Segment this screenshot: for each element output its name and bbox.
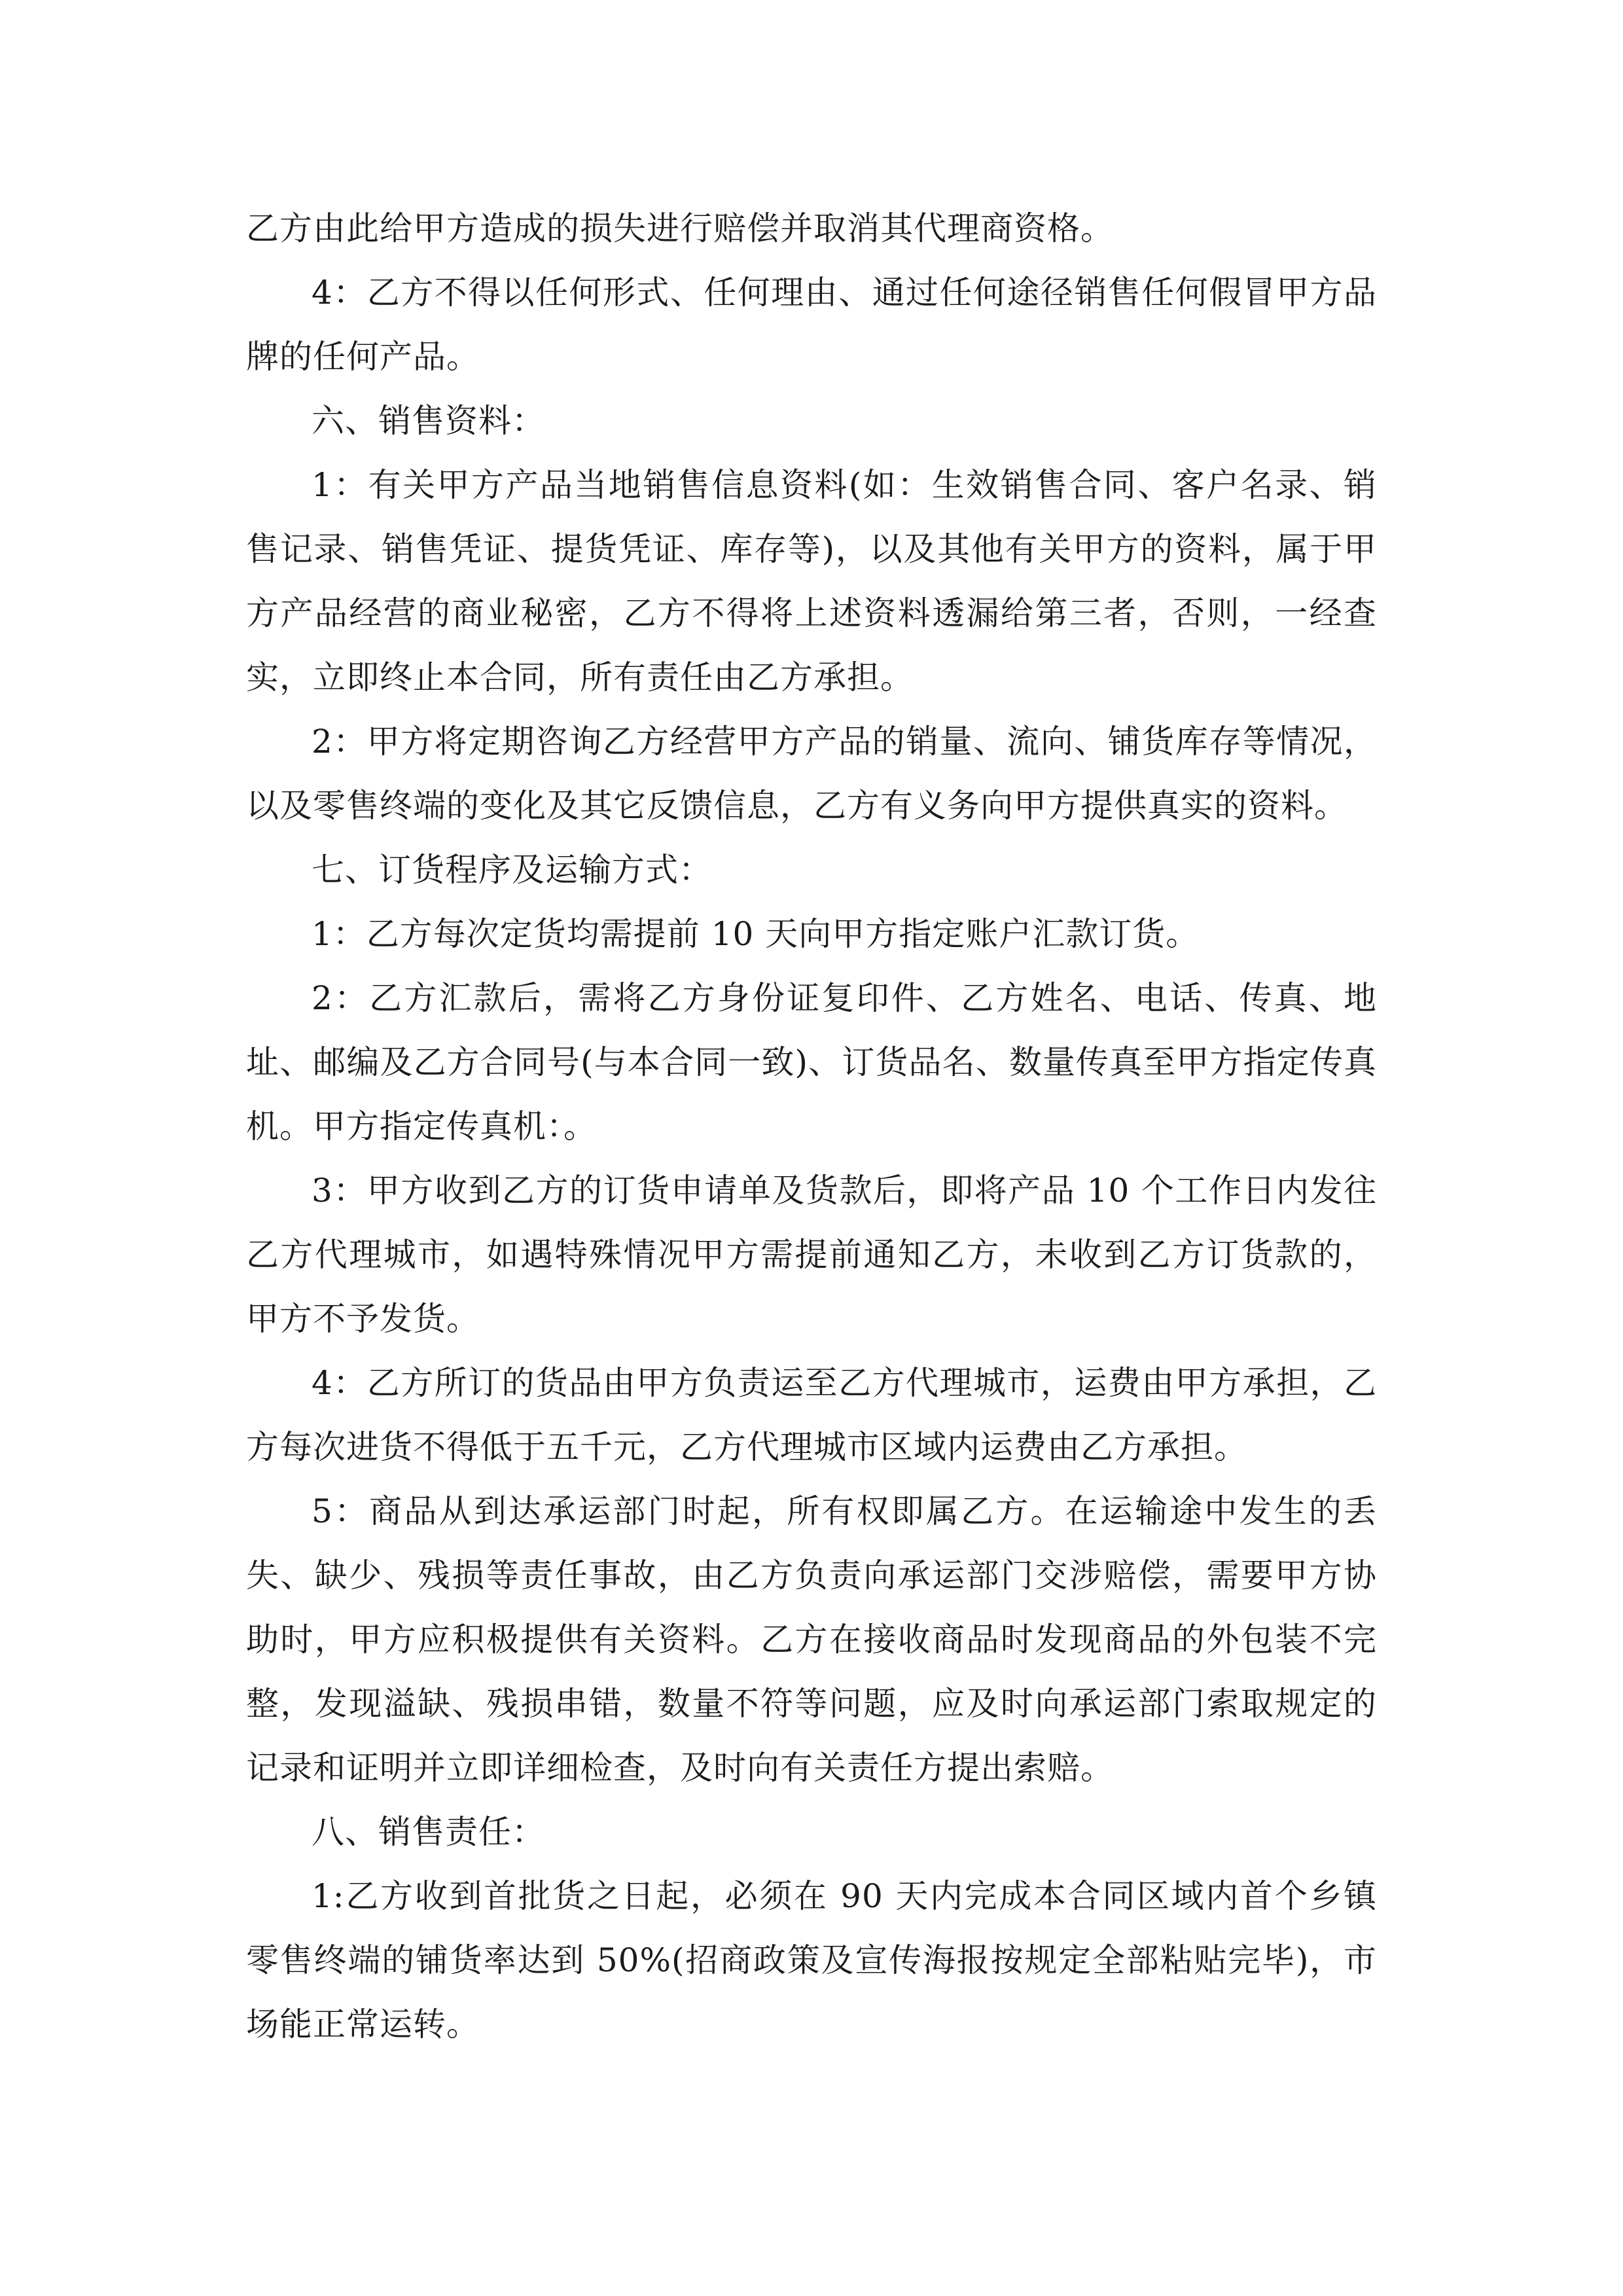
paragraph-clause-6-2: 2：甲方将定期咨询乙方经营甲方产品的销量、流向、铺货库存等情况，以及零售终端的变化及其它反馈信息，乙方有义务向甲方提供真实的资料。 [246,723,1377,825]
paragraph-clause-7-5: 5：商品从到达承运部门时起，所有权即属乙方。在运输途中发生的丢失、缺少、残损等责任事故，由乙方负责向承运部门交涉赔偿，需要甲方协助时，甲方应积极提供有关资料。乙方在接收商品时发现商品的外包装不完整，发现溢缺、残损串错，数量不符等问题，应及时向承运部门索取规定的记录和证明并立即详细检查，及时向有关责任方提出索赔。 [246,1492,1377,1787]
paragraph-clause-7-1: 1：乙方每次定货均需提前 10 天向甲方指定账户汇款订货。 [312,915,1200,953]
paragraph-clause-7-2: 2：乙方汇款后，需将乙方身份证复印件、乙方姓名、电话、传真、地址、邮编及乙方合同号(与本合同一致)、订货品名、数量传真至甲方指定传真机。甲方指定传真机：。 [246,979,1377,1145]
document-body [246,196,1377,2056]
paragraph-clause-7-4: 4：乙方所订的货品由甲方负责运至乙方代理城市，运费由甲方承担，乙方每次进货不得低于五千元，乙方代理城市区域内运费由乙方承担。 [246,1364,1377,1466]
section-heading-8: 八、销售责任： [312,1813,545,1851]
paragraph-clause-5-4: 4：乙方不得以任何形式、任何理由、通过任何途径销售任何假冒甲方品牌的任何产品。 [246,274,1377,376]
paragraph-continuation: 乙方由此给甲方造成的损失进行赔偿并取消其代理商资格。 [246,209,1114,247]
paragraph-clause-7-3: 3：甲方收到乙方的订货申请单及货款后，即将产品 10 个工作日内发往乙方代理城市，如遇特殊情况甲方需提前通知乙方，未收到乙方订货款的，甲方不予发货。 [246,1172,1377,1338]
paragraph-clause-6-1: 1：有关甲方产品当地销售信息资料(如：生效销售合同、客户名录、销售记录、销售凭证、提货凭证、库存等)，以及其他有关甲方的资料，属于甲方产品经营的商业秘密，乙方不得将上述资料透漏给第三者，否则，一经查实，立即终止本合同，所有责任由乙方承担。 [246,466,1377,696]
section-heading-6: 六、销售资料： [312,402,545,440]
paragraph-clause-8-1: 1:乙方收到首批货之日起，必须在 90 天内完成本合同区域内首个乡镇零售终端的铺货率达到 50%(招商政策及宣传海报按规定全部粘贴完毕)，市场能正常运转。 [246,1877,1377,2043]
section-heading-7: 七、订货程序及运输方式： [312,851,712,889]
